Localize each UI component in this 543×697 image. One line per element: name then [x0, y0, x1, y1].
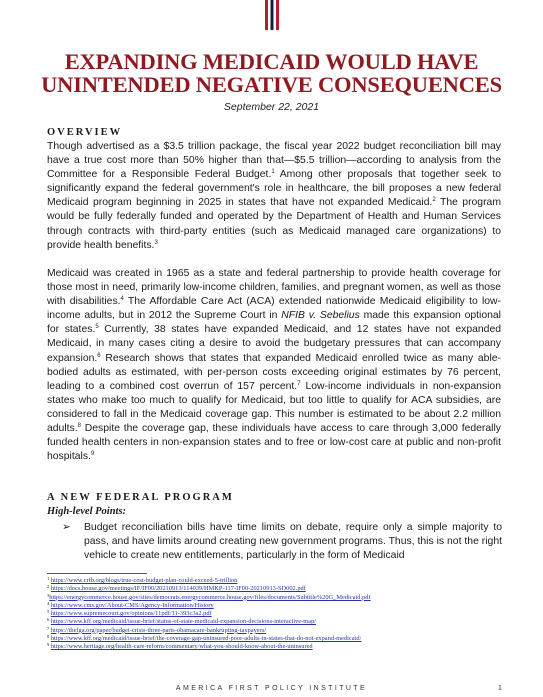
paragraph-text: The program would be fully federally funded and operated by the Department of Health and Human Services through contracts with third-party entities (such as Medicaid managed care organizations) to provide health benefits. — [47, 197, 501, 251]
footnote: $^7$ https://thefga.org/paper/budget-crisis-three-parts-obamacare-bankrupting-taxpayers/ — [47, 626, 266, 634]
footnote: $^8$ https://www.kff.org/medicaid/issue-brief/the-coverage-gap-uninsured-poor-adults-in-states-that-do-not-expand-medicaid/ — [47, 635, 362, 643]
footnote: $^9$ https://www.heritage.org/health-care-reform/commentary/what-you-should-know-about-the-uninsured — [47, 643, 313, 651]
overview-paragraph-1 — [47, 140, 501, 253]
page-number: 1 — [498, 685, 502, 692]
footnote-link[interactable]: https://www.heritage.org/health-care-reform/commentary/what-you-should-know-about-the-uninsured — [50, 643, 313, 651]
title-line-1: EXPANDING MEDICAID WOULD HAVE — [64, 49, 479, 74]
footnote: $^1$ https://www.crfb.org/blogs/true-cost-budget-plan-could-exceed-5-trillion — [47, 577, 238, 584]
bullet-text: Budget reconciliation bills have time limits on debate, require only a simple majority to pass, and have limits around creating new government programs. Thus, this is not the right vehicle to create new entitlements, particularly in the form of Medicaid — [84, 522, 502, 562]
footnote-ref[interactable]: 4 — [120, 296, 124, 303]
footnote: $^6$ https://www.kff.org/medicaid/issue-brief/status-of-state-medicaid-expansion-decisions-interactive-map/ — [47, 618, 317, 626]
footnote-ref[interactable]: 9 — [90, 451, 95, 458]
footnote-link[interactable]: https://www.kff.org/medicaid/issue-brief/status-of-state-medicaid-expansion-decisions-interactive-map/ — [50, 618, 317, 626]
footer-organization: AMERICA FIRST POLICY INSTITUTE — [175, 685, 368, 692]
logo-icon — [263, 0, 281, 30]
arrow-bullet-icon: ➢ — [62, 522, 71, 533]
high-level-points-heading: High-level Points: — [47, 506, 127, 517]
footnote-link[interactable]: https://www.supremecourt.gov/opinions/11pdf/11-393c3a2.pdf — [50, 610, 212, 618]
overview-heading: OVERVIEW — [47, 127, 123, 138]
paragraph-text: Among other proposals that together seek to significantly expand the federal government's role in healthcare, the bill proposes a new federal Medicaid program beginning in 2025 in states that have not expanded Medicaid. — [47, 169, 501, 209]
footnote-ref[interactable]: 5 — [95, 324, 99, 331]
footnote-link[interactable]: https://www.cms.gov/About-CMS/Agency-Information/History — [50, 601, 214, 609]
footnote: $^3$https://energycommerce.house.gov/sites/democrats.energycommerce.house.gov/files/documents/Subtitle%20G_Medicaid.pdf — [47, 593, 371, 601]
title-line-2: UNINTENDED NEGATIVE CONSEQUENCES — [41, 72, 502, 97]
paragraph-text: Research shows that states that expanded Medicaid enrolled twice as many able-bodied adults as estimated, with per-person costs exceeding original estimates by 76 percent, leading to a combined cost overrun of 157 percent. — [47, 352, 501, 392]
footnote-divider — [47, 573, 147, 574]
case-name: NFIB v. Sebelius — [281, 310, 360, 322]
program-heading: A NEW FEDERAL PROGRAM — [47, 492, 234, 503]
paragraph-text: Medicaid was created in 1965 as a state and federal partnership to provide health coverage for those most in need, primarily low-income children, families, and pregnant women, as well as those with disabilities. — [47, 268, 501, 308]
paragraph-text: Though advertised as a $3.5 trillion package, the fiscal year 2022 budget reconciliation bill may have a true cost more than 50% higher than that—$5.5 trillion—according to analysis from the Committee for a Responsible Federal Budget. — [47, 141, 501, 181]
paragraph-text: made this expansion optional for states. — [47, 310, 501, 336]
footnote-link[interactable]: https://www.kff.org/medicaid/issue-brief/the-coverage-gap-uninsured-poor-adults-in-states-that-do-not-expand-medicaid/ — [50, 635, 362, 643]
page-title — [0, 50, 543, 96]
paragraph-text: Despite the coverage gap, these individuals have access to care through 3,000 federally funded health centers in non-expansion states and to free or low-cost care at public and non-profit hospitals. — [47, 423, 501, 463]
paragraph-text: Currently, 38 states have expanded Medicaid, and 12 states have not expanded Medicaid, in many cases citing a desire to avoid the budgetary pressures that can accompany expansion. — [47, 324, 501, 364]
footnote: $^2$ https://docs.house.gov/meetings/IF/IF00/20210913/114039/HMKP-117-IF00-20210913-SD002.pdf — [47, 585, 306, 593]
footnote-ref[interactable]: 6 — [97, 352, 101, 359]
footnote: $^4$ https://www.cms.gov/About-CMS/Agency-Information/History — [47, 601, 214, 609]
paragraph-text: Low-income individuals in non-expansion states who make too much to qualify for Medicaid, but too little to qualify for ACA subsidies, are considered to fall in the Medicaid coverage gap. This number is estimated to be about 2.2 million adults. — [47, 380, 501, 435]
paragraph-text: The Affordable Care Act (ACA) extended nationwide Medicaid eligibility to low-income adults, but in 2012 the Supreme Court in — [47, 296, 502, 322]
footnote-link[interactable]: https://energycommerce.house.gov/sites/democrats.energycommerce.house.gov/files/documents/Subtitle%20G_Medicaid.pdf — [49, 593, 371, 601]
footnote-ref[interactable]: 1 — [271, 169, 275, 176]
footnote-ref[interactable]: 2 — [432, 197, 436, 204]
overview-paragraph-2 — [47, 267, 501, 464]
footnote-ref[interactable]: 3 — [154, 239, 158, 246]
footnote-link[interactable]: https://docs.house.gov/meetings/IF/IF00/20210913/114039/HMKP-117-IF00-20210913-SD002.pdf — [50, 585, 306, 593]
publication-date: September 22, 2021 — [223, 101, 320, 113]
footnote-link[interactable]: https://www.crfb.org/blogs/true-cost-budget-plan-could-exceed-5-trillion — [50, 577, 238, 584]
bullet-item — [62, 521, 502, 563]
footnote-ref[interactable]: 7 — [297, 380, 301, 387]
footnotes — [47, 577, 507, 652]
footnote-link[interactable]: https://thefga.org/paper/budget-crisis-three-parts-obamacare-bankrupting-taxpayers/ — [50, 626, 266, 634]
footnote-ref[interactable]: 8 — [77, 423, 81, 430]
footnote: $^5$ https://www.supremecourt.gov/opinions/11pdf/11-393c3a2.pdf — [47, 610, 212, 618]
